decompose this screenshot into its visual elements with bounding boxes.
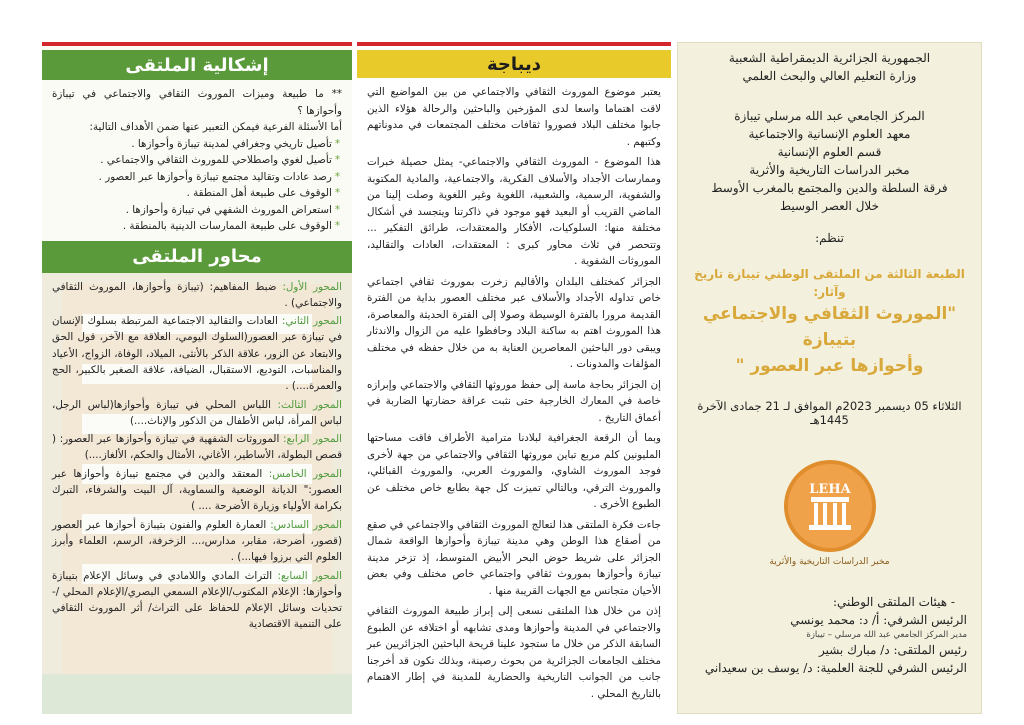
preamble-paragraph: وبما أن الرقعة الجغرافية لبلادنا مترامية الأطراف فاقت مساحتها المليونين كلم مربع تباين موروثها الثقافي والاجتماعي من جهة لأخرى فوجد الموروث الشاوي، والموروث العربي، والموروث القبائلي، والموروث الترقي، وبالتالي تميزت كل جهة بطابع خاص مختلف عن الطبوع الأخرى . (367, 432, 661, 510)
axes-title: محاور الملتقى (42, 241, 352, 273)
team-line: خلال العصر الوسيط (780, 199, 879, 213)
center-line: المركز الجامعي عبد الله مرسلي تيبازة (734, 109, 925, 123)
left-panel (42, 42, 352, 714)
preamble-paragraph: إذن من خلال هذا الملتقى نسعى إلى إبراز طبيعة الموروث الثقافي والاجتماعي في المدينة وأحوازها ومدى تشابهه أو اختلافه عن الطبوع السابقة الذكر من خلال ما ستجود علينا قريحة الباحثين الجزائريين عبر مختلف الجامعات الجزائرية من بحوث رصينة، وبذلك نكون قد أخرجنا جانب من الجوانب التاريخية والحضارية للمدينة في إطار الاهتمام بالتاريخ المحلي . (367, 605, 661, 700)
team-line: فرقة السلطة والدين والمجتمع بالمغرب الأوسط (711, 181, 948, 195)
star-bullet-icon: * (334, 220, 340, 232)
goal-item: *رصد عادات وتقاليد مجتمع تيبازة وأحوازها عبر العصور . (98, 170, 340, 183)
goals-list (42, 136, 352, 235)
ministry-line: وزارة التعليم العالي والبحث العلمي (742, 69, 917, 83)
logo-caption: مخبر الدراسات التاريخية والأثرية (769, 557, 890, 567)
axes-list (42, 279, 352, 633)
conference-president: رئيس الملتقى: د/ مبارك بشير (818, 643, 967, 657)
event-date: الثلاثاء 05 ديسمبر 2023م الموافق لـ 21 جمادى الآخرة 1445هـ (697, 399, 962, 427)
preamble-paragraph: هذا الموضوع - الموروث الثقافي والاجتماعي- يمثل حصيلة خبرات وممارسات الأجداد والأسلاف الفكرية، والاجتماعية، والمادية المكتوبة والشفوية، الرسمية، والشعبية، اللغوية وغير اللغوية وصلت إلينا من الماضي القريب أو البعيد فهو موجود في ذاكرتنا ويتجسد في أشكال مختلفة منها: السلوكيات، الأفكار والمعتقدات، طرائق التفكير ... وتتحصر في ثلاث محاور كبرى : المعتقدات، العادات والتقاليد، الموروثات الشفوية . (367, 156, 661, 267)
star-bullet-icon: * (334, 203, 340, 216)
star-bullet-icon: * (334, 154, 340, 166)
institution-header (678, 43, 981, 215)
preamble-paragraph: جاءت فكرة الملتقى هذا لتعالج الموروث الثقافي والاجتماعي في صقع من أصقاع هذا الوطن وهي مدينة تيبازة وأحوازها الواقعة شمال الجزائر على شريط حوض البحر الأبيض المتوسط، إذ تزخر مدينة تيبازة وأحوازها بموروث ثقافي واجتماعي خاص مختلف وفي بعض الأحيان متجانس مع الجهات القريبة منها . (367, 518, 661, 597)
organizes-label: تنظم: (815, 231, 844, 245)
preamble-title: ديباجة (357, 50, 671, 78)
republic-line: الجمهورية الجزائرية الديمقراطية الشعبية (728, 51, 931, 65)
preamble-paragraph: إن الجزائر بحاجة ماسة إلى حفظ موروثها الثقافي والاجتماعي وإبرازه خاصة في المعارك الخارجية حتى نثبت عراقة حضارتها الضاربة في أعماق التاريخ . (367, 378, 661, 424)
axis-item: المحور الرابع: الموروثات الشفهية في تيبازة وأحوازها عبر العصور: ( قصص البطولة، الأساطير، الأغاني، الأمثال والحكم، الألغاز....) (52, 433, 342, 462)
star-bullet-icon: * (334, 170, 340, 183)
committees (678, 593, 981, 677)
axis-item: المحور الثالث: اللباس المحلي في تيبازة وأحوازها(لباس الرجل، لباس المرأة، لباس الأطفال من الذكور والإناث....) (52, 398, 342, 427)
logo-title: LEHA (808, 482, 851, 497)
goal-item: *الوقوف على طبيعة أهل المنطقة . (186, 187, 340, 199)
lab-logo (781, 457, 879, 555)
star-bullet-icon: * (334, 187, 340, 199)
department-line: قسم العلوم الإنسانية (777, 145, 882, 159)
honorary-president: الرئيس الشرفي: أ/ د: محمد يونسي (790, 613, 967, 627)
event-title (678, 265, 981, 379)
event-edition: الطبعة الثالثة من الملتقى الوطني تيبازة تاريخ وآثار: (694, 267, 965, 299)
main-question: ** ما طبيعة وميزات الموروث الثقافي والاجتماعي في تيبازة وأحوازها ؟ (52, 88, 342, 117)
right-panel (677, 42, 982, 714)
goal-item: *استعراض الموروث الشفهي في تيبازة وأحوازها . (125, 203, 340, 216)
axis-item: المحور الثاني: العادات والتقاليد الاجتماعية المرتبطة بسلوك الإنسان في تيبازة عبر العصور(السلوك اليومي، العلاقة مع الآخر، قول الحق والابتعاد عن الزور، علاقة الذكر بالأنثى، الميلاد، الوفاة، الزواج، الأعياد والمناسبات، التوديع، الاستقبال، الضيافة، علاقة الصغير بالكبير، الحج والعمرة....) . (52, 315, 342, 393)
problem-title: إشكالية الملتقى (42, 50, 352, 80)
preamble-paragraph: الجزائر كمختلف البلدان والأقاليم زخرت بموروث ثقافي اجتماعي خاص تداوله الأجداد والأسلاف عبر مختلف العصور بداية من الفترة القديمة مرورا بالفترة الوسيطة وصولا إلى الفترة الحديثة والمعاصرة، هذا الموروث اهتم به ساكنة البلاد وحافظوا عليه من الزوال والاندثار ويبقى دور الباحثين المعاصرين العناية به من خلال حفظه في مختلف المؤلفات والمدونات . (367, 275, 661, 370)
goal-item: *تأصيل تاريخي وجغرافي لمدينة تيبازة وأحوازها . (131, 137, 340, 150)
goal-item: *تأصيل لغوي واصطلاحي للموروث الثقافي والاجتماعي . (100, 154, 340, 166)
sub-questions-intro: أما الأسئلة الفرعية فيمكن التعبير عنها ضمن الأهداف التالية: (89, 121, 342, 133)
honorary-president-role: مدير المركز الجامعي عبد الله مرسلي – تيبازة (806, 630, 967, 640)
event-name: "الموروث الثقافي والاجتماعي بتيبازة (702, 304, 957, 350)
lab-line: مخبر الدراسات التاريخية والأثرية (749, 163, 910, 177)
preamble-paragraph: يعتبر موضوع الموروث الثقافي والاجتماعي من بين المواضيع التي لاقت اهتماما واسعا لدى المؤرخين والباحثين والرحالة هؤلاء الذين جابوا مختلف البلاد فصوروا ثقافات مختلف المجتمعات في مدوناتهم وكتبهم . (367, 86, 661, 148)
axis-item: المحور السادس: العمارة العلوم والفنون بتيبازة أحوازها عبر العصور (قصور، أضرحة، مقابر، مدارس،... الزخرفة، الرسم، العلماء وأبرز العلوم التي برزوا فيها...) . (52, 518, 342, 564)
event-name: وأحوازها عبر العصور " (735, 356, 924, 376)
scientific-committee-president: الرئيس الشرفي للجنة العلمية: د/ يوسف بن سعيداني (704, 661, 967, 675)
goal-item: *الوقوف على طبيعة الممارسات الدينية بالمنطقة . (122, 220, 340, 232)
institute-line: معهد العلوم الإنسانية والاجتماعية (748, 127, 911, 141)
axis-item: المحور الخامس: المعتقد والدين في مجتمع تيبازة وأحوازها عبر العصور:" الديانة الوضعية والسماوية، آل البيت والشرفاء، التبرك بكرامة الأولياء وزيارة الأضرحة .... ) (52, 467, 342, 513)
leha-logo-icon (781, 457, 879, 555)
axis-item: المحور الأول: ضبط المفاهيم: (تيبازة وأحوازها، الموروث الثقافي والاجتماعي) . (52, 280, 342, 309)
star-bullet-icon: * (334, 137, 340, 150)
middle-panel (357, 42, 671, 714)
committees-title: - هيئات الملتقى الوطني: (832, 595, 955, 609)
axis-item: المحور السابع: التراث المادي واللامادي في وسائل الإعلام بتيبازة وأحوازها: الإعلام المكتوب/الإعلام السمعي البصري/الإعلام المحلي /- تحديات وسائل الإعلام للحفاظ على التراث/ أثر الموروث الثقافي على التنمية الاقتصادية (52, 569, 342, 631)
